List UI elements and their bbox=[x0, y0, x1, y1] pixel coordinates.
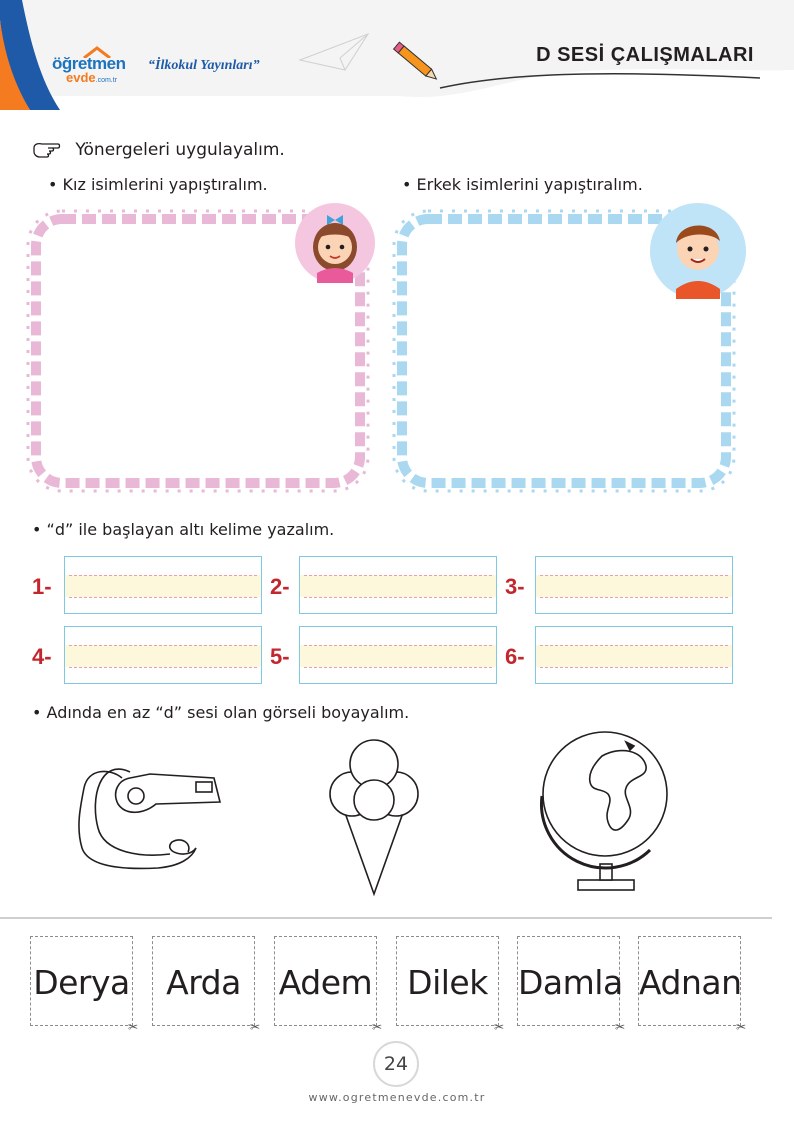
name-card-label: Adem bbox=[278, 963, 373, 1002]
scissors-icon: ✂ bbox=[614, 1020, 625, 1034]
write-words-instruction: • “d” ile başlayan altı kelime yazalım. bbox=[32, 520, 335, 539]
logo-subtext: evde.com.tr bbox=[66, 70, 118, 85]
name-card-label: Damla bbox=[518, 963, 623, 1002]
writing-line-2[interactable] bbox=[299, 556, 497, 614]
header bbox=[0, 0, 794, 110]
scissors-icon: ✂ bbox=[249, 1020, 260, 1034]
line-number: 5- bbox=[270, 644, 290, 669]
ice-cream-drawing[interactable] bbox=[324, 734, 424, 898]
line-number: 2- bbox=[270, 574, 290, 599]
website-url[interactable]: www.ogretmenevde.com.tr bbox=[308, 1091, 486, 1104]
scissors-icon: ✂ bbox=[493, 1020, 504, 1034]
writing-line-6[interactable] bbox=[535, 626, 733, 684]
scissors-icon: ✂ bbox=[127, 1020, 138, 1034]
writing-line-5[interactable] bbox=[299, 626, 497, 684]
name-card-label: Arda bbox=[166, 963, 241, 1002]
boys-names-instruction: • Erkek isimlerini yapıştıralım. bbox=[402, 175, 643, 194]
name-card-label: Dilek bbox=[407, 963, 488, 1002]
scissors-icon: ✂ bbox=[735, 1020, 746, 1034]
name-card[interactable] bbox=[517, 936, 625, 1034]
girl-face-icon bbox=[295, 203, 375, 283]
instructions-heading bbox=[32, 140, 285, 160]
boy-avatar bbox=[650, 203, 746, 299]
writing-line-1[interactable] bbox=[64, 556, 262, 614]
name-card-label: Adnan bbox=[639, 963, 742, 1002]
writing-line-4[interactable] bbox=[64, 626, 262, 684]
line-number: 6- bbox=[505, 644, 525, 669]
name-card[interactable] bbox=[274, 936, 382, 1034]
whistle-drawing[interactable] bbox=[70, 748, 230, 880]
name-card[interactable] bbox=[396, 936, 504, 1034]
instructions-heading-text: Yönergeleri uygulayalım. bbox=[75, 140, 285, 160]
logo-text: öğretmen bbox=[52, 54, 126, 73]
name-card[interactable] bbox=[152, 936, 260, 1034]
scissors-icon: ✂ bbox=[371, 1020, 382, 1034]
page-number: 24 bbox=[373, 1041, 419, 1087]
globe-drawing[interactable] bbox=[530, 716, 680, 900]
girl-avatar bbox=[295, 203, 375, 283]
name-card[interactable] bbox=[30, 936, 138, 1034]
line-number: 3- bbox=[505, 574, 525, 599]
line-number: 4- bbox=[32, 644, 52, 669]
writing-line-3[interactable] bbox=[535, 556, 733, 614]
boy-face-icon bbox=[650, 203, 746, 299]
line-number: 1- bbox=[32, 574, 52, 599]
coloring-instruction: • Adında en az “d” sesi olan görseli boyayalım. bbox=[32, 703, 410, 722]
cut-out-divider bbox=[0, 917, 772, 919]
girls-names-instruction: • Kız isimlerini yapıştıralım. bbox=[48, 175, 268, 194]
publisher-name: “İlkokul Yayınları” bbox=[148, 58, 260, 73]
name-card[interactable] bbox=[638, 936, 746, 1034]
pointing-hand-icon bbox=[32, 140, 62, 160]
name-card-label: Derya bbox=[33, 963, 130, 1002]
page-title: D SESİ ÇALIŞMALARI bbox=[536, 44, 754, 66]
